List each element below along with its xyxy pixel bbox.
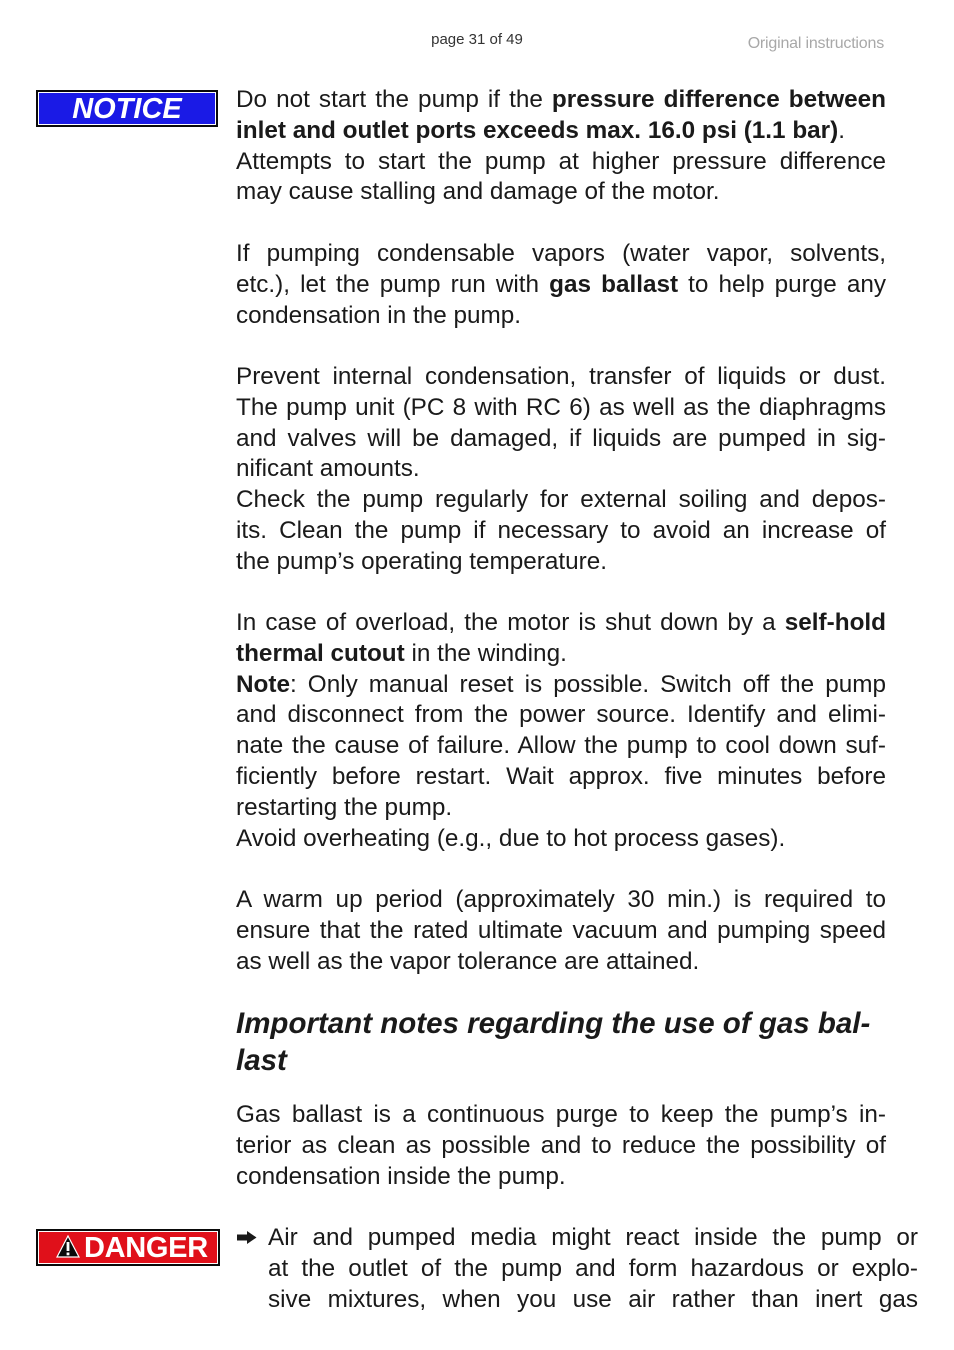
text-line: ensure that the rated ultimate vacuum and pumping speed — [236, 916, 886, 944]
text-line: Attempts to start the pump at higher pressure difference — [236, 147, 886, 175]
bold-text: thermal cutout — [236, 639, 405, 667]
section-heading — [236, 1005, 886, 1079]
paragraph-overload — [236, 608, 886, 854]
text: : Only manual reset is possible. Switch off the pump — [290, 670, 886, 698]
text-line: may cause stalling and damage of the motor. — [236, 178, 720, 206]
text-line: and disconnect from the power source. Identify and elimi- — [236, 701, 886, 729]
heading-line: last — [236, 1044, 287, 1077]
bold-text: self-hold — [784, 609, 886, 636]
notice-badge: NOTICE — [36, 90, 218, 127]
paragraph-gas-ballast — [236, 239, 886, 331]
text: Do not start the pump if the — [236, 86, 552, 113]
heading-line: Important notes regarding the use of gas bal- — [236, 1007, 871, 1040]
text-line: as well as the vapor tolerance are attained. — [236, 947, 700, 975]
text: to help purge any — [678, 270, 886, 298]
danger-label: DANGER — [84, 1232, 208, 1264]
note-label: Note — [236, 670, 290, 698]
text-line: sive mixtures, when you use air rather than inert gas — [268, 1285, 918, 1313]
text: etc.), let the pump run with — [236, 270, 550, 298]
danger-badge — [36, 1229, 220, 1266]
paragraph-condensation — [236, 362, 886, 578]
text-line: The pump unit (PC 8 with RC 6) as well as the diaphragms — [236, 393, 886, 421]
text-line: its. Clean the pump if necessary to avoid an increase of — [236, 516, 886, 544]
warning-triangle-icon — [56, 1235, 80, 1258]
text-line: ficiently before restart. Wait approx. five minutes before — [236, 762, 886, 790]
paragraph-pressure — [236, 85, 886, 208]
page-number: page 31 of 49 — [431, 31, 523, 48]
text-line: the pump’s operating temperature. — [236, 547, 607, 575]
arrow-right-icon — [236, 1230, 258, 1245]
text-line: Prevent internal condensation, transfer of liquids or dust. — [236, 363, 886, 390]
bold-text: inlet and outlet ports exceeds max. 16.0 psi (1.1 bar) — [236, 116, 839, 144]
text-line: at the outlet of the pump and form hazardous or explo- — [268, 1254, 918, 1282]
text: In case of overload, the motor is shut down by a — [236, 609, 785, 636]
paragraph-warmup — [236, 885, 886, 977]
text-line: condensation inside the pump. — [236, 1162, 566, 1190]
text: . — [838, 116, 845, 144]
text-line: restarting the pump. — [236, 793, 453, 821]
text-line: Air and pumped media might react inside the pump or — [268, 1224, 918, 1251]
text: in the winding. — [404, 639, 567, 667]
text-line: A warm up period (approximately 30 min.) is required to — [236, 886, 886, 913]
text-line: nate the cause of failure. Allow the pump to cool down suf- — [236, 732, 886, 760]
text-line: Avoid overheating (e.g., due to hot process gases). — [236, 824, 786, 852]
text-line: and valves will be damaged, if liquids are pumped in sig- — [236, 424, 886, 452]
doc-label: Original instructions — [747, 35, 884, 52]
text-line: Gas ballast is a continuous purge to keep the pump’s in- — [236, 1101, 886, 1128]
text-line: condensation in the pump. — [236, 301, 522, 329]
text-line: Check the pump regularly for external soiling and depos- — [236, 486, 886, 514]
bold-text: gas ballast — [549, 270, 679, 298]
text-line: nificant amounts. — [236, 455, 420, 483]
text-line: terior as clean as possible and to reduce the possibility of — [236, 1131, 886, 1159]
paragraph-gas-ballast-definition — [236, 1100, 886, 1192]
danger-list-item — [236, 1223, 918, 1315]
bold-text: pressure difference between — [551, 86, 886, 113]
text-line: If pumping condensable vapors (water vapor, solvents, — [236, 240, 886, 267]
